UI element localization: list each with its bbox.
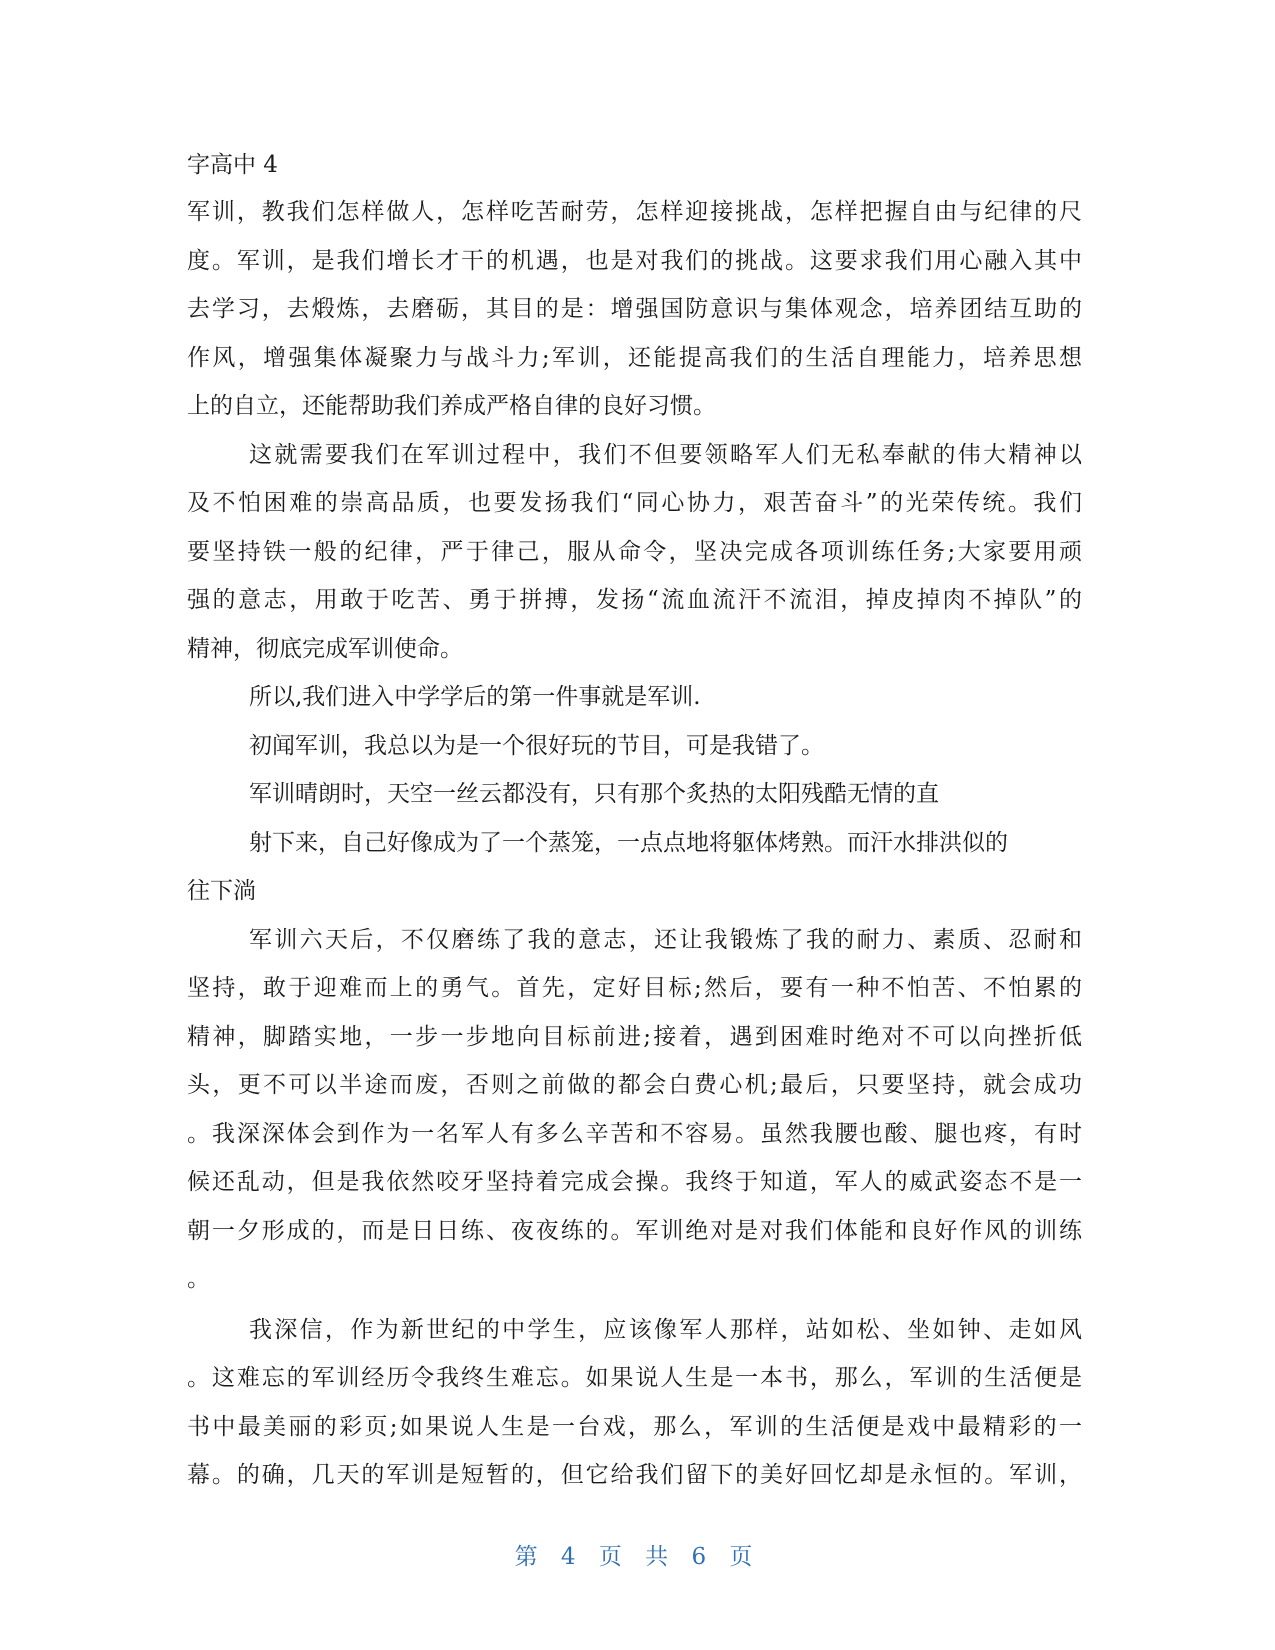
text-line: 幕。的确，几天的军训是短暂的，但它给我们留下的美好回忆却是永恒的。军训， (187, 1462, 1082, 1488)
page-footer: 第 4 页 共 6 页 (514, 1544, 761, 1570)
text-line: 军训，教我们怎样做人，怎样吃苦耐劳，怎样迎接挑战，怎样把握自由与纪律的尺 (187, 199, 1082, 225)
text-line: 军训晴朗时，天空一丝云都没有，只有那个炙热的太阳残酷无情的直 (249, 781, 939, 807)
text-line: 作风，增强集体凝聚力与战斗力;军训，还能提高我们的生活自理能力，培养思想 (187, 344, 1082, 371)
text-line: 我深信，作为新世纪的中学生，应该像军人那样，站如松、坐如钟、走如风 (249, 1316, 1082, 1343)
text-line: 。这难忘的军训经历令我终生难忘。如果说人生是一本书，那么，军训的生活便是 (187, 1365, 1082, 1391)
text-line: 要坚持铁一般的纪律，严于律己，服从命令，坚决完成各项训练任务;大家要用顽 (187, 538, 1082, 565)
text-line: 精神，彻底完成军训使命。 (187, 635, 463, 662)
text-line: 精神，脚踏实地，一步一步地向目标前进;接着，遇到困难时绝对不可以向挫折低 (187, 1023, 1082, 1050)
document-body (187, 188, 1082, 1500)
text-line: 军训六天后，不仅磨练了我的意志，还让我锻炼了我的耐力、素质、忍耐和 (249, 926, 1082, 953)
text-line: 这就需要我们在军训过程中，我们不但要领略军人们无私奉献的伟大精神以 (249, 441, 1082, 468)
text-line: 候还乱动，但是我依然咬牙坚持着完成会操。我终于知道，军人的威武姿态不是一 (187, 1169, 1082, 1195)
text-line: 书中最美丽的彩页;如果说人生是一台戏，那么，军训的生活便是戏中最精彩的一 (187, 1413, 1082, 1440)
text-line: 度。军训，是我们增长才干的机遇，也是对我们的挑战。这要求我们用心融入其中 (187, 247, 1082, 274)
text-line: 坚持，敢于迎难而上的勇气。首先，定好目标;然后，要有一种不怕苦、不怕累的 (187, 975, 1082, 1001)
text-line: 初闻军训，我总以为是一个很好玩的节目，可是我错了。 (249, 732, 824, 759)
text-line: 头，更不可以半途而废，否则之前做的都会白费心机;最后，只要坚持，就会成功 (187, 1072, 1082, 1098)
text-line: 射下来，自己好像成为了一个蒸笼，一点点地将躯体烤熟。而汗水排洪似的 (249, 829, 1008, 856)
text-line: 。我深深体会到作为一名军人有多么辛苦和不容易。虽然我腰也酸、腿也疼，有时 (187, 1120, 1082, 1147)
text-line: 及不怕困难的崇高品质，也要发扬我们“同心协力，艰苦奋斗”的光荣传统。我们 (187, 490, 1082, 516)
text-line: 。 (187, 1266, 210, 1292)
page-header: 字高中 4 (187, 152, 278, 178)
text-line: 上的自立，还能帮助我们养成严格自律的良好习惯。 (187, 393, 716, 419)
text-line: 去学习，去煅炼，去磨砺，其目的是：增强国防意识与集体观念，培养团结互助的 (187, 296, 1082, 322)
text-line: 强的意志，用敢于吃苦、勇于拼搏，发扬“流血流汗不流泪，掉皮掉肉不掉队”的 (187, 587, 1082, 613)
text-line: 朝一夕形成的，而是日日练、夜夜练的。军训绝对是对我们体能和良好作风的训练 (187, 1217, 1082, 1244)
text-line: 往下淌 (187, 878, 256, 904)
text-line: 所以,我们进入中学学后的第一件事就是军训. (249, 684, 701, 710)
